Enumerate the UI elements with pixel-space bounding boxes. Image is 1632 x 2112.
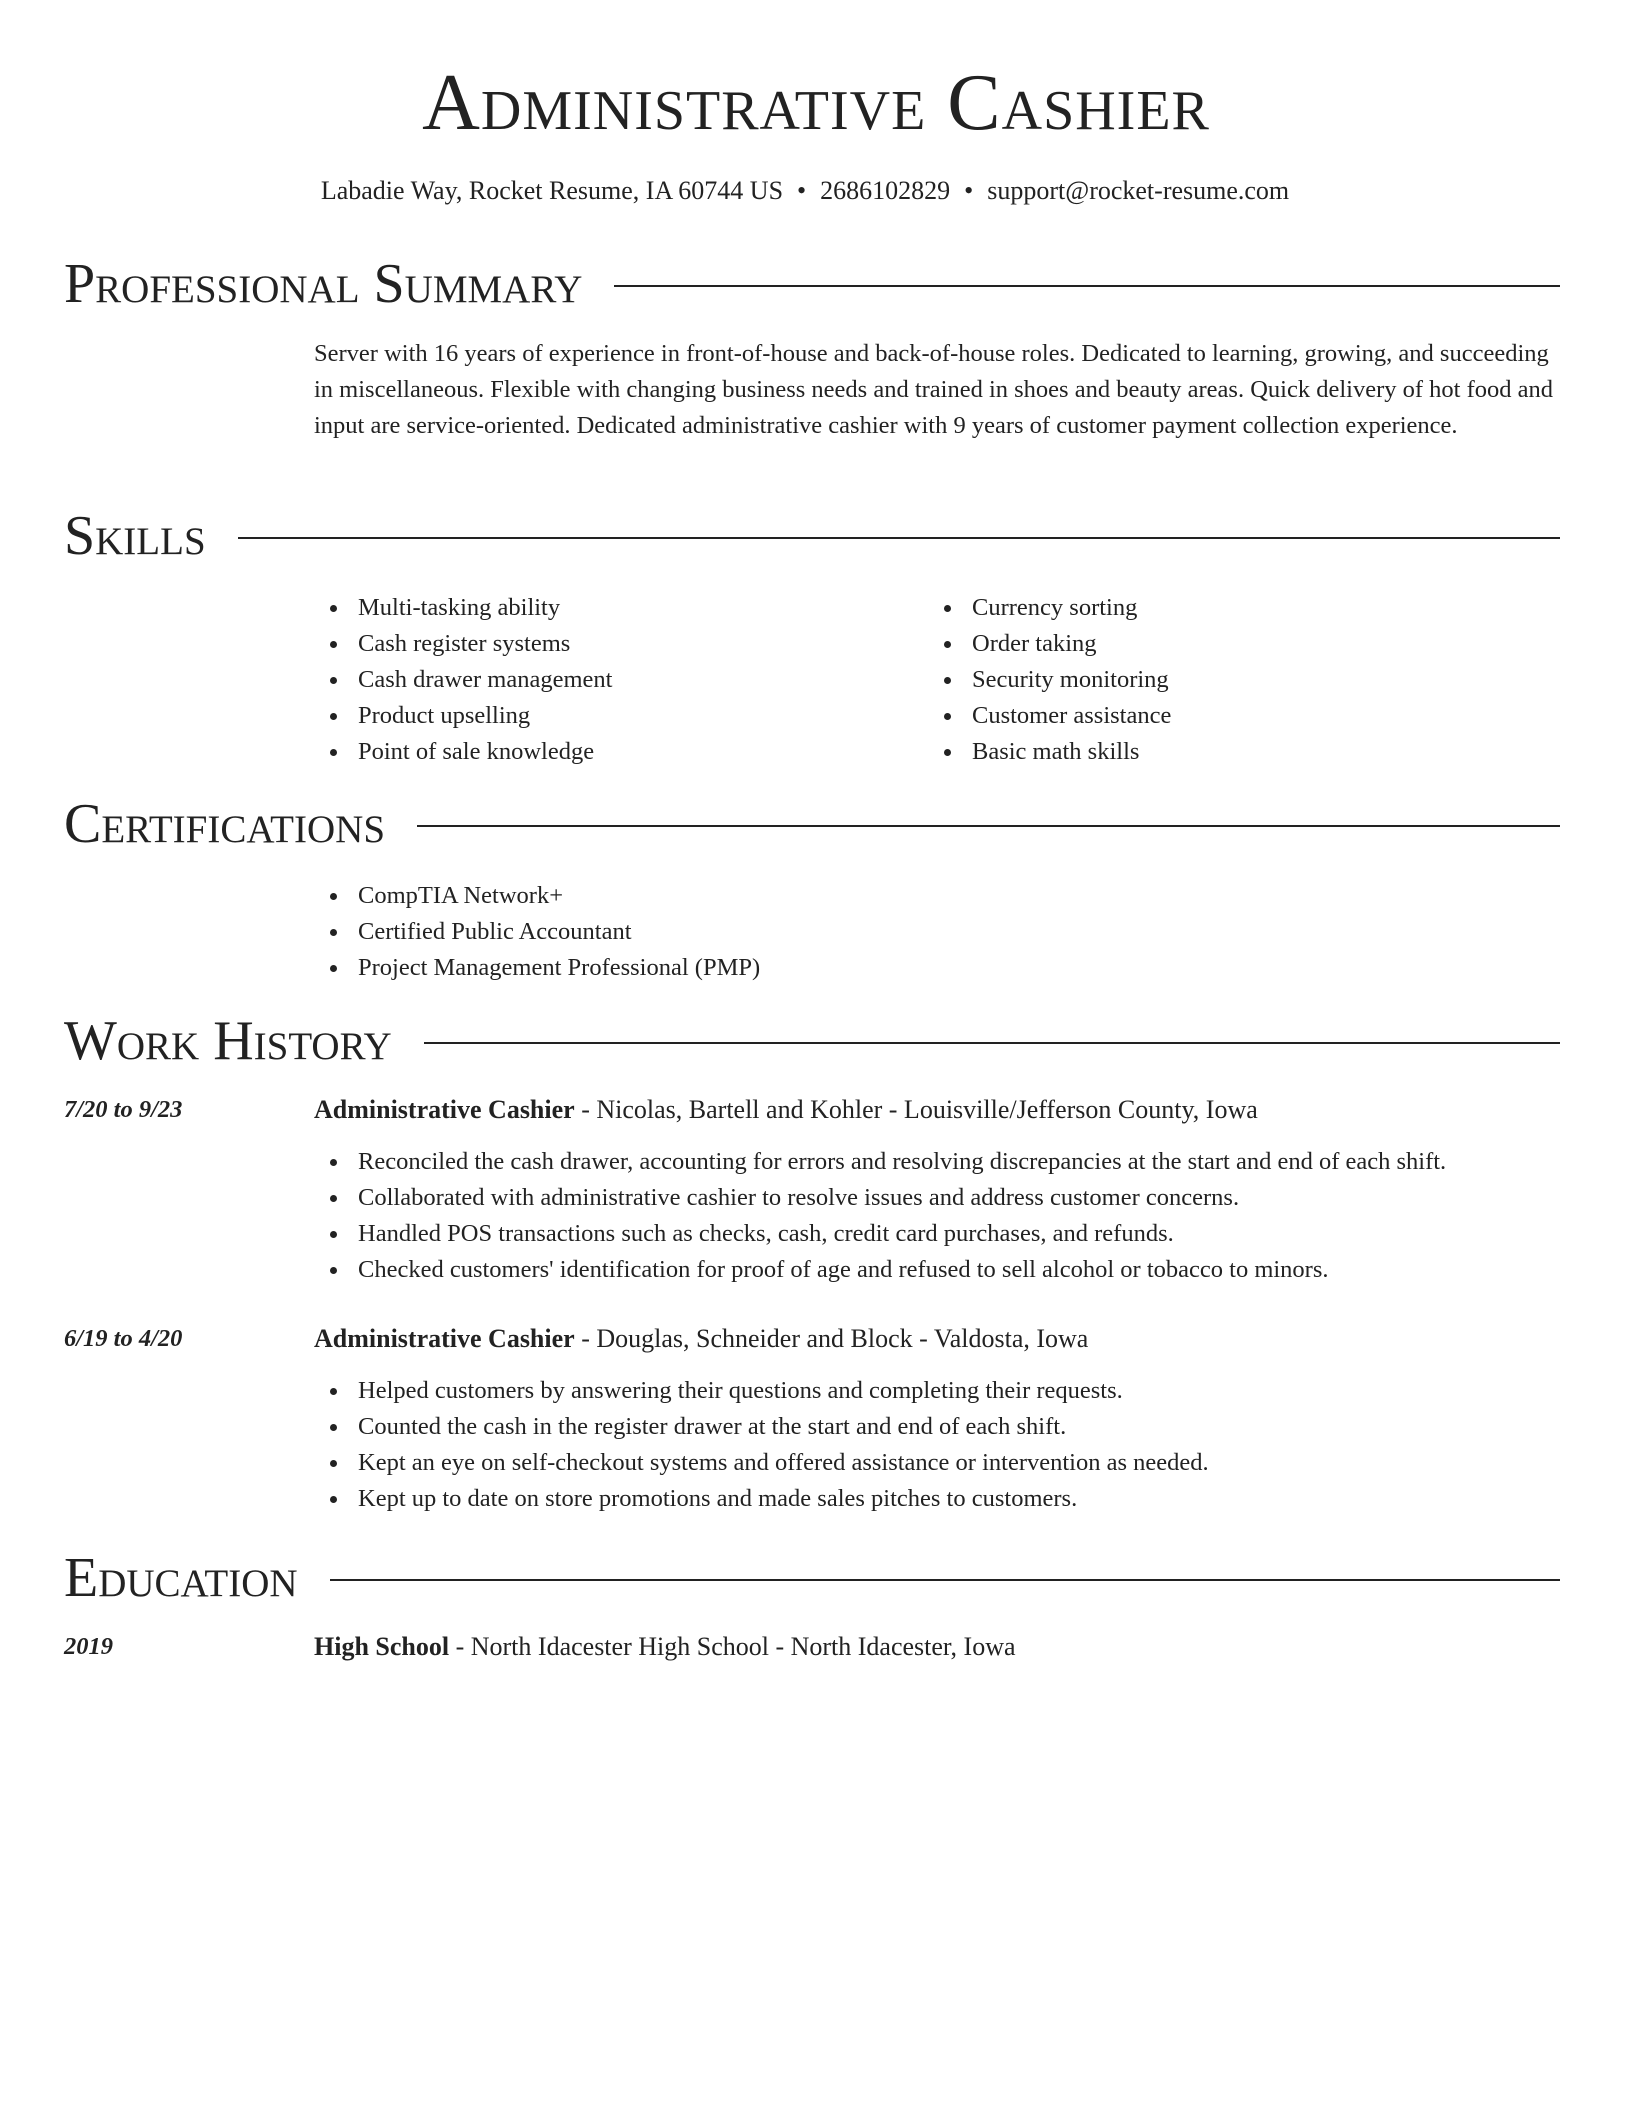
skill-item: Customer assistance — [928, 698, 1528, 734]
skill-item: Order taking — [928, 626, 1528, 662]
job-dates: 7/20 to 9/23 — [64, 1096, 183, 1123]
job-bullet: Helped customers by answering their questions and completing their requests. — [314, 1373, 1564, 1409]
contact-separator: • — [964, 176, 974, 205]
summary-section-header — [64, 251, 1560, 317]
certification-item: Project Management Professional (PMP) — [314, 950, 1514, 986]
skill-item: Point of sale knowledge — [314, 734, 914, 770]
skill-item: Cash register systems — [314, 626, 914, 662]
job-employer: - Douglas, Schneider and Block - Valdosta, Iowa — [574, 1324, 1089, 1353]
skill-item: Security monitoring — [928, 662, 1528, 698]
education-year: 2019 — [64, 1633, 113, 1660]
certifications-section-header — [64, 791, 1560, 857]
job-bullet: Kept an eye on self-checkout systems and offered assistance or intervention as needed. — [314, 1445, 1564, 1481]
skills-title: Skills — [64, 505, 206, 567]
skill-item: Basic math skills — [928, 734, 1528, 770]
skill-item: Currency sorting — [928, 590, 1528, 626]
skill-item: Product upselling — [314, 698, 914, 734]
skill-item: Multi-tasking ability — [314, 590, 914, 626]
job-role: Administrative Cashier — [314, 1095, 575, 1124]
certifications-title: Certifications — [64, 793, 386, 855]
job-role: Administrative Cashier — [314, 1324, 575, 1353]
contact-phone: 2686102829 — [820, 176, 951, 205]
job-title-line — [314, 1092, 1258, 1128]
education-line — [314, 1629, 1016, 1665]
summary-title: Professional Summary — [64, 253, 583, 315]
job-dates: 6/19 to 4/20 — [64, 1325, 183, 1352]
skill-item: Cash drawer management — [314, 662, 914, 698]
summary-text: Server with 16 years of experience in front-of-house and back-of-house roles. Dedicated to learning, growing, and succeeding in miscellaneous. Flexible with changing business needs and trained in shoes and beauty areas. Quick delivery of hot food and input are service-oriented. Dedicated administrative cashier with 9 years of customer payment collection experience. — [314, 340, 1553, 439]
job-bullet: Checked customers' identification for proof of age and refused to sell alcohol or tobacco to minors. — [314, 1252, 1564, 1288]
contact-separator: • — [797, 176, 807, 205]
certification-item: CompTIA Network+ — [314, 878, 1514, 914]
education-school: - North Idacester High School - North Idacester, Iowa — [449, 1632, 1016, 1661]
skills-list-left — [314, 590, 914, 770]
job-bullets — [314, 1373, 1564, 1517]
work-history-section-header — [64, 1008, 1560, 1074]
section-divider — [330, 1579, 1560, 1581]
contact-line — [0, 174, 1610, 208]
section-divider — [424, 1042, 1560, 1044]
resume-name: Administrative Cashier — [422, 59, 1210, 147]
education-title: Education — [64, 1547, 298, 1609]
contact-email: support@rocket-resume.com — [987, 176, 1290, 205]
job-bullet: Kept up to date on store promotions and made sales pitches to customers. — [314, 1481, 1564, 1517]
section-divider — [417, 825, 1560, 827]
certification-item: Certified Public Accountant — [314, 914, 1514, 950]
skills-section-header — [64, 503, 1560, 569]
job-bullet: Reconciled the cash drawer, accounting for errors and resolving discrepancies at the start and end of each shift. — [314, 1144, 1564, 1180]
education-section-header — [64, 1545, 1560, 1611]
job-bullet: Collaborated with administrative cashier to resolve issues and address customer concerns. — [314, 1180, 1564, 1216]
job-bullet: Counted the cash in the register drawer at the start and end of each shift. — [314, 1409, 1564, 1445]
skills-list-right — [928, 590, 1528, 770]
job-bullet: Handled POS transactions such as checks, cash, credit card purchases, and refunds. — [314, 1216, 1564, 1252]
certifications-list — [314, 878, 1514, 986]
job-bullets — [314, 1144, 1564, 1288]
section-divider — [614, 285, 1560, 287]
education-degree: High School — [314, 1632, 450, 1661]
contact-address: Labadie Way, Rocket Resume, IA 60744 US — [320, 176, 784, 205]
work-history-title: Work History — [64, 1010, 392, 1072]
job-employer: - Nicolas, Bartell and Kohler - Louisville/Jefferson County, Iowa — [574, 1095, 1258, 1124]
job-title-line — [314, 1321, 1088, 1357]
section-divider — [238, 537, 1560, 539]
